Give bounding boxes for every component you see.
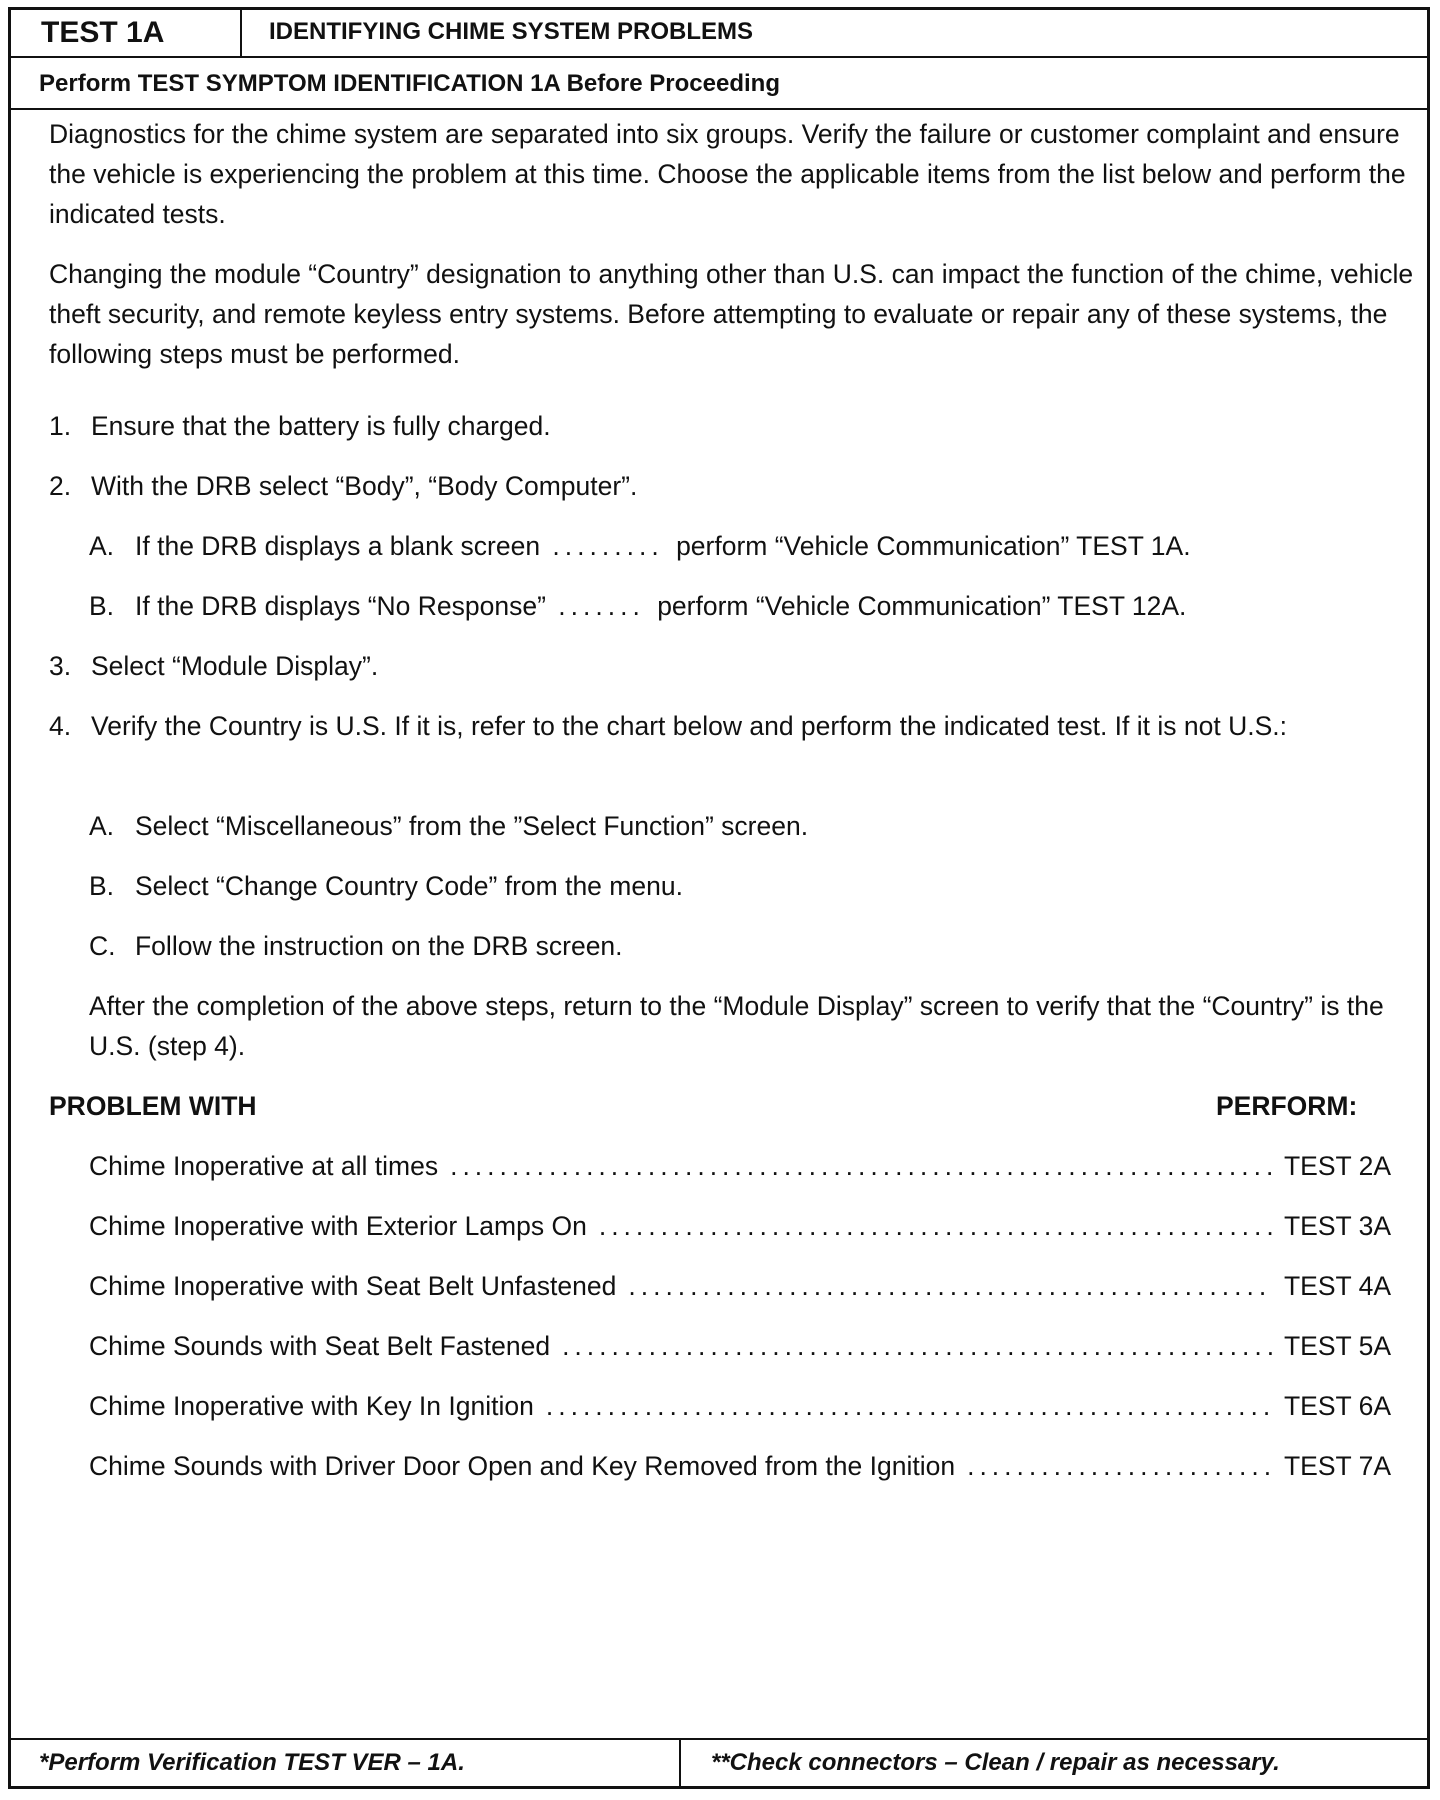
table-row xyxy=(89,1146,1391,1186)
leader-dots xyxy=(628,1266,1272,1306)
leader-dots: ....... xyxy=(545,591,658,621)
step-4 xyxy=(49,706,1389,746)
problem-label: Chime Inoperative at all times xyxy=(89,1151,439,1181)
test-reference: TEST 6A xyxy=(1283,1391,1391,1421)
test-procedure-sheet xyxy=(8,7,1430,1789)
sub-text: Select “Change Country Code” from the menu. xyxy=(135,871,683,901)
sub-letter: A. xyxy=(89,531,115,561)
sub-letter: A. xyxy=(89,811,115,841)
step-number: 3. xyxy=(49,651,72,681)
step-text: Ensure that the battery is fully charged. xyxy=(91,411,551,441)
test-reference: TEST 4A xyxy=(1283,1271,1391,1301)
step-2 xyxy=(49,466,637,506)
test-id: TEST 1A xyxy=(11,10,242,56)
step-4-sub-c xyxy=(89,926,623,966)
step-2-sub-b xyxy=(89,586,1186,626)
column-header-perform: PERFORM: xyxy=(1216,1091,1358,1121)
header-row xyxy=(11,10,1427,58)
step-text: Verify the Country is U.S. If it is, refer to the chart below and perform the indicated test. If it is not U.S.: xyxy=(91,711,1287,741)
leader-dots xyxy=(599,1206,1272,1246)
intro-paragraph-2: Changing the module “Country” designation to anything other than U.S. can impact the function of the chime, vehicle theft security, and remote keyless entry systems. Before attempting to evaluate or repair any of these systems, the following steps must be performed. xyxy=(49,259,1414,369)
step-number: 4. xyxy=(49,711,72,741)
table-row xyxy=(89,1206,1391,1246)
table-row xyxy=(89,1386,1391,1426)
step-text: Select “Module Display”. xyxy=(91,651,379,681)
sub-letter: B. xyxy=(89,591,115,621)
test-reference: TEST 2A xyxy=(1283,1151,1391,1181)
sub-letter: C. xyxy=(89,931,116,961)
test-reference: TEST 7A xyxy=(1283,1451,1391,1481)
step-number: 2. xyxy=(49,471,72,501)
leader-dots xyxy=(450,1146,1272,1186)
problem-label: Chime Inoperative with Exterior Lamps On xyxy=(89,1211,587,1241)
test-title: IDENTIFYING CHIME SYSTEM PROBLEMS xyxy=(269,18,754,45)
table-row xyxy=(89,1266,1391,1306)
problem-label: Chime Inoperative with Seat Belt Unfastened xyxy=(89,1271,617,1301)
problem-label: Chime Inoperative with Key In Ignition xyxy=(89,1391,534,1421)
step-number: 1. xyxy=(49,411,72,441)
step-4-sub-b xyxy=(89,866,683,906)
step-2-sub-a xyxy=(89,526,1191,566)
problem-label: Chime Sounds with Seat Belt Fastened xyxy=(89,1331,551,1361)
leader-dots xyxy=(546,1386,1272,1426)
test-reference: TEST 3A xyxy=(1283,1211,1391,1241)
leader-dots xyxy=(967,1446,1272,1486)
step-text: With the DRB select “Body”, “Body Computer”. xyxy=(91,471,638,501)
table-row xyxy=(89,1446,1391,1486)
table-row xyxy=(89,1326,1391,1366)
step-4-sub-a xyxy=(89,806,808,846)
sub-condition: If the DRB displays a blank screen xyxy=(135,531,541,561)
test-reference: TEST 5A xyxy=(1283,1331,1391,1361)
after-completion-note: After the completion of the above steps, return to the “Module Display” screen to verify that the “Country” is the U.S. (step 4). xyxy=(89,991,1384,1061)
footer-connector-note: **Check connectors – Clean / repair as necessary. xyxy=(711,1749,1280,1776)
sub-condition: If the DRB displays “No Response” xyxy=(135,591,546,621)
leader-dots xyxy=(562,1326,1272,1366)
sub-letter: B. xyxy=(89,871,115,901)
intro-paragraph-1: Diagnostics for the chime system are separated into six groups. Verify the failure or customer complaint and ensure the vehicle is experiencing the problem at this time. Choose the applicable items from the list below and perform the indicated tests. xyxy=(49,119,1406,229)
sub-text: Follow the instruction on the DRB screen. xyxy=(135,931,623,961)
footer-verification-note: *Perform Verification TEST VER – 1A. xyxy=(11,1740,681,1786)
sub-action: perform “Vehicle Communication” TEST 12A. xyxy=(657,591,1187,621)
leader-dots: ......... xyxy=(540,531,677,561)
step-1 xyxy=(49,406,551,446)
problem-label: Chime Sounds with Driver Door Open and Key Removed from the Ignition xyxy=(89,1451,956,1481)
column-header-problem: PROBLEM WITH xyxy=(49,1091,257,1121)
step-3 xyxy=(49,646,378,686)
prerequisite-note: Perform TEST SYMPTOM IDENTIFICATION 1A Before Proceeding xyxy=(11,58,1427,110)
sub-action: perform “Vehicle Communication” TEST 1A. xyxy=(676,531,1191,561)
sub-text: Select “Miscellaneous” from the ”Select Function” screen. xyxy=(135,811,809,841)
footer xyxy=(11,1738,1427,1786)
